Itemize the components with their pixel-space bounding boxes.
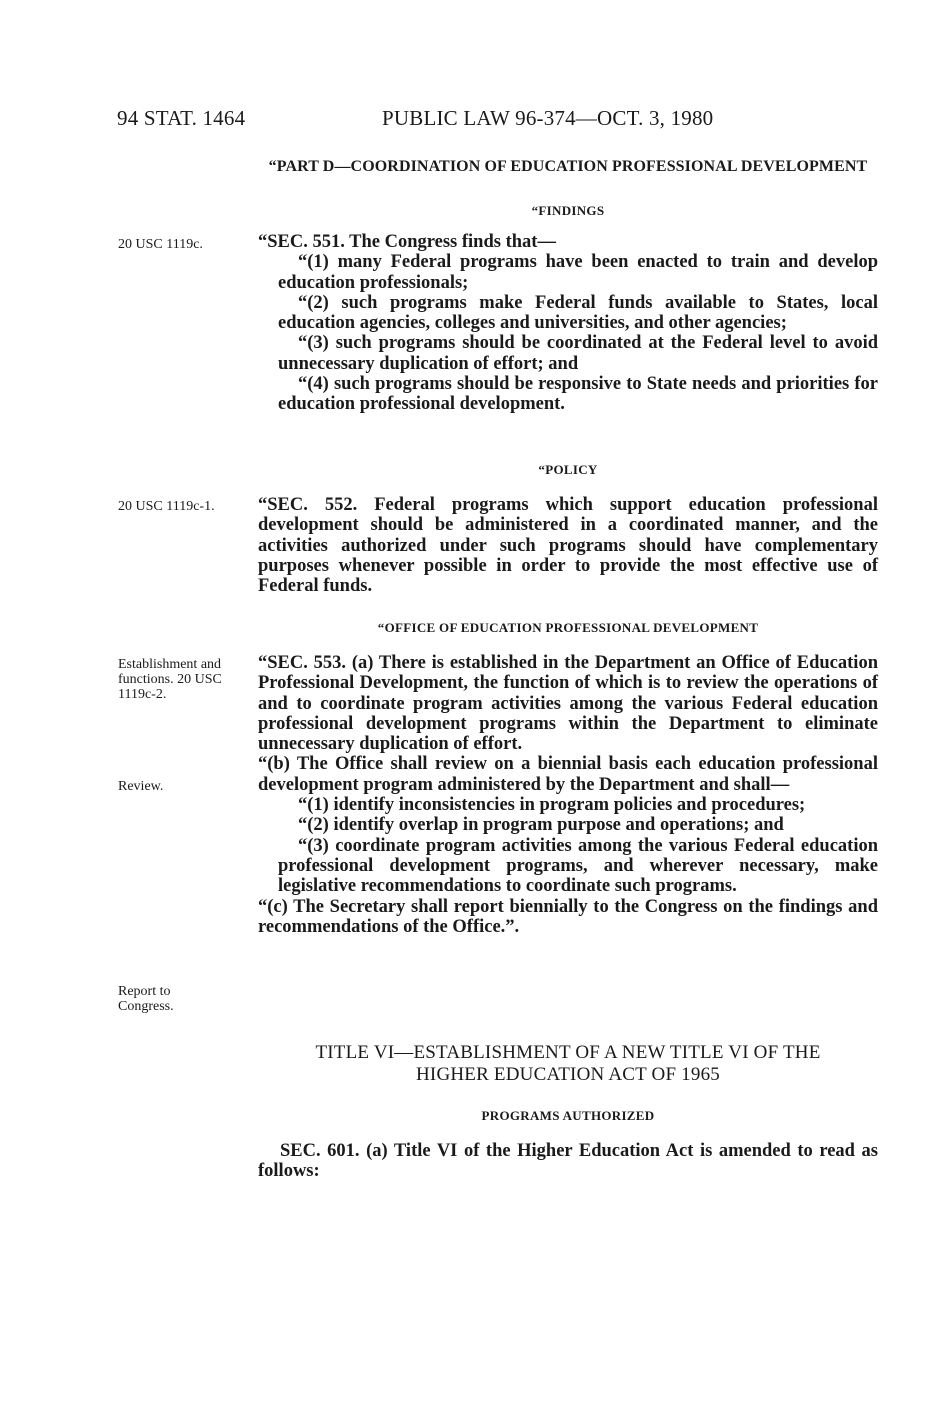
section-552 xyxy=(258,495,878,596)
title-vi-line-2: HIGHER EDUCATION ACT OF 1965 xyxy=(416,1064,720,1085)
office-heading: “OFFICE OF EDUCATION PROFESSIONAL DEVELOPMENT xyxy=(377,620,759,635)
sec553-b-item-3: “(3) coordinate program activities among the various Federal education professional development programs, and wherever necessary, make legislative recommendations to coordinate such programs. xyxy=(278,835,878,897)
findings-heading: “FINDINGS xyxy=(531,203,605,218)
title-vi-heading xyxy=(258,1042,878,1086)
sec601-text: SEC. 601. (a) Title VI of the Higher Education Act is amended to read as follows: xyxy=(258,1141,878,1182)
sec551-item-4: “(4) such programs should be responsive to State needs and priorities for education professional development. xyxy=(278,374,878,415)
margin-note-sec552: 20 USC 1119c-1. xyxy=(118,499,215,514)
sec553-b-intro: “(b) The Office shall review on a biennial basis each education professional development program administered by the Department and shall— xyxy=(258,754,878,795)
sec551-item-1: “(1) many Federal programs have been enacted to train and develop education professionals; xyxy=(278,252,878,293)
sec551-item-2: “(2) such programs make Federal funds available to States, local education agencies, colleges and universities, and other agencies; xyxy=(278,292,878,334)
section-551 xyxy=(258,232,878,415)
sec551-item-3: “(3) such programs should be coordinated at the Federal level to avoid unnecessary duplication of effort; and xyxy=(278,333,878,374)
margin-note-sec551: 20 USC 1119c. xyxy=(118,237,203,252)
section-553 xyxy=(258,653,878,937)
sec553-a: “SEC. 553. (a) There is established in the Department an Office of Education Professional Development, the function of which is to review the operations of and to coordinate program activities among the various Federal education professional development programs within the Department to eliminate unnecessary duplication of effort. xyxy=(258,653,878,755)
programs-heading: PROGRAMS AUTHORIZED xyxy=(481,1108,655,1123)
sec552-text: “SEC. 552. Federal programs which support education professional development should be administered in a coordinated manner, and the activities authorized under such programs should have complementary purposes whenever possible in order to provide the most effective use of Federal funds. xyxy=(258,495,878,597)
margin-note-sec553: Establishment and functions. 20 USC 1119c-2. xyxy=(118,657,222,702)
law-title: PUBLIC LAW 96-374—OCT. 3, 1980 xyxy=(382,106,714,130)
section-601 xyxy=(258,1141,878,1182)
page-citation: 94 STAT. 1464 xyxy=(117,106,246,130)
sec553-b-item-2: “(2) identify overlap in program purpose and operations; and xyxy=(298,815,784,836)
margin-note-review: Review. xyxy=(118,779,164,794)
sec553-b-item-1: “(1) identify inconsistencies in program policies and procedures; xyxy=(298,795,806,816)
title-vi-line-1: TITLE VI—ESTABLISHMENT OF A NEW TITLE VI OF THE xyxy=(315,1042,821,1063)
part-heading: “PART D—COORDINATION OF EDUCATION PROFESSIONAL DEVELOPMENT xyxy=(268,158,868,175)
sec553-c: “(c) The Secretary shall report biennially to the Congress on the findings and recommendations of the Office.”. xyxy=(258,896,878,937)
sec551-intro: “SEC. 551. The Congress finds that— xyxy=(258,232,556,252)
margin-note-report: Report to Congress. xyxy=(118,984,174,1014)
policy-heading: “POLICY xyxy=(538,462,598,477)
